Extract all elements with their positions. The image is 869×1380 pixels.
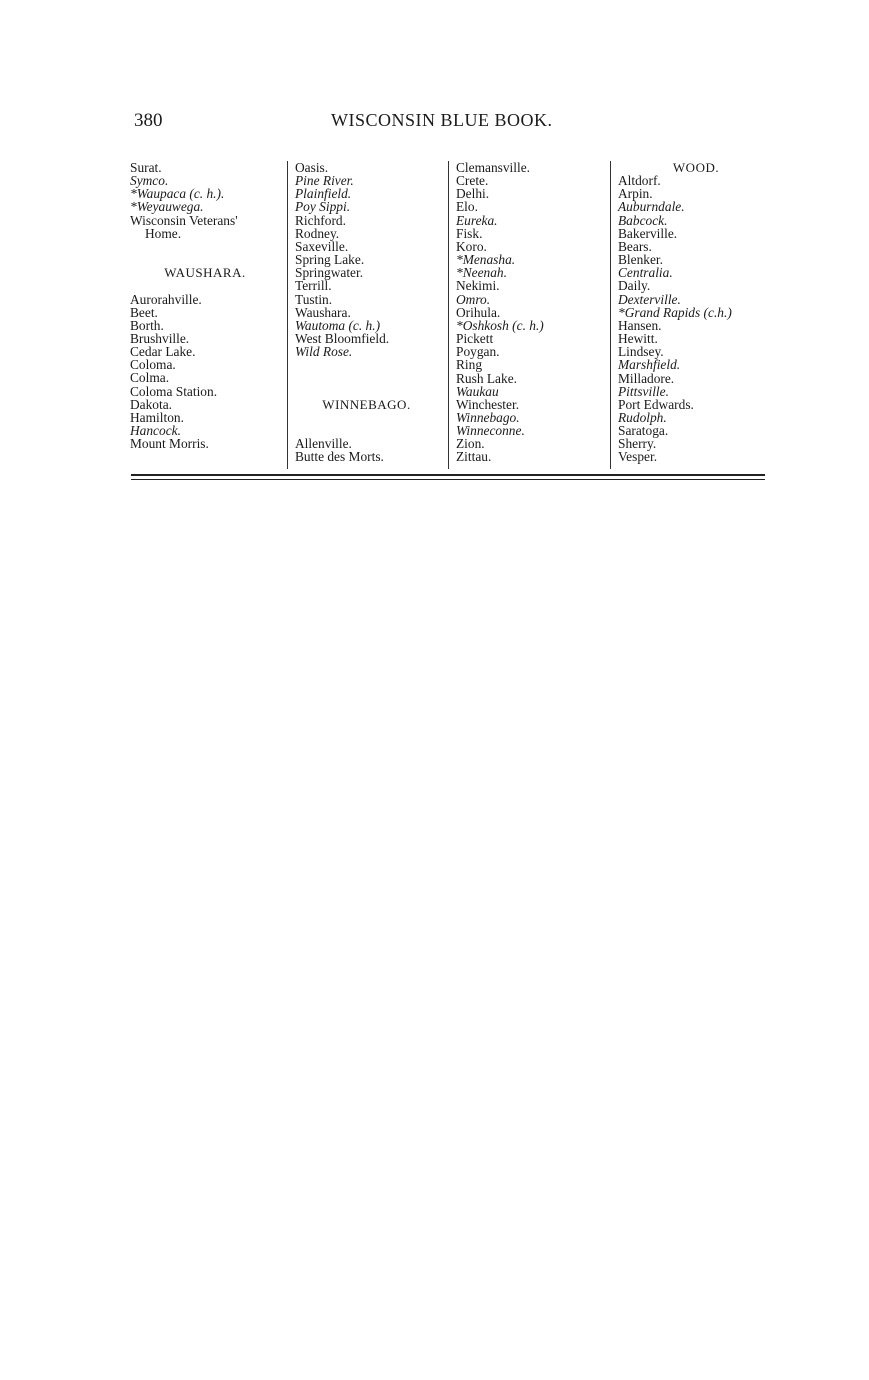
post-office-entry: Plainfield. — [295, 186, 352, 202]
post-office-entry: Arpin. — [618, 186, 653, 202]
post-office-entry: Fisk. — [456, 225, 483, 241]
post-office-entry: Springwater. — [295, 265, 364, 281]
post-office-entry: Wild Rose. — [295, 344, 353, 360]
post-office-entry: Orihula. — [456, 304, 501, 320]
blank-line — [130, 279, 280, 292]
post-office-entry: Babcock. — [618, 212, 668, 228]
post-office-entry: Pickett — [456, 331, 494, 347]
post-office-entry: Aurorahville. — [130, 291, 202, 307]
post-office-entry: Clemansville. — [456, 160, 531, 175]
post-office-entry: Ring — [456, 357, 483, 373]
post-office-entry: Wisconsin Veterans' — [130, 212, 238, 228]
post-office-entry: Bears. — [618, 238, 652, 254]
post-office-entry: Hansen. — [618, 317, 662, 333]
column-2 — [287, 161, 450, 469]
post-office-entry: Rodney. — [295, 225, 340, 241]
post-office-entry: Coloma Station. — [130, 383, 218, 399]
post-office-entry: Symco. — [130, 173, 169, 189]
post-office-entry: Port Edwards. — [618, 396, 694, 412]
post-office-entry: Cedar Lake. — [130, 344, 196, 360]
bottom-rule-thick — [131, 474, 765, 476]
post-office-entry: Pittsville. — [618, 383, 669, 399]
post-office-entry: Eureka. — [456, 212, 498, 228]
post-office-entry: Winchester. — [456, 396, 520, 412]
post-office-entry: Blenker. — [618, 252, 663, 268]
post-office-entry: Saxeville. — [295, 238, 349, 254]
post-office-entry: Koro. — [456, 238, 487, 254]
post-office-entry: *Grand Rapids (c.h.) — [618, 304, 732, 320]
column-3 — [448, 161, 611, 469]
post-office-entry: Beet. — [130, 304, 158, 320]
post-office-entry: *Neenah. — [456, 265, 507, 281]
blank-line — [130, 240, 280, 253]
post-office-entry: Altdorf. — [618, 173, 661, 189]
post-office-entry: Poy Sippi. — [295, 199, 351, 215]
post-office-list — [130, 161, 766, 471]
post-office-entry: Hamilton. — [130, 409, 184, 425]
post-office-entry: Hancock. — [130, 423, 181, 439]
post-office-entry: Waushara. — [295, 304, 351, 320]
post-office-entry: Bakerville. — [618, 225, 678, 241]
post-office-entry: Sherry. — [618, 436, 657, 452]
post-office-entry: Borth. — [130, 317, 164, 333]
post-office-entry: Dakota. — [130, 396, 173, 412]
post-office-entry: Delhi. — [456, 186, 490, 202]
post-office-entry: Surat. — [130, 160, 162, 175]
post-office-entry: Hewitt. — [618, 331, 658, 347]
post-office-entry: Daily. — [618, 278, 651, 294]
post-office-entry: Pine River. — [295, 173, 354, 189]
post-office-entry: Auburndale. — [618, 199, 685, 215]
post-office-entry: West Bloomfield. — [295, 331, 390, 347]
post-office-entry: *Weyauwega. — [130, 199, 204, 215]
running-head: WISCONSIN BLUE BOOK. — [331, 110, 553, 130]
post-office-entry: Butte des Morts. — [295, 449, 384, 465]
blank-line — [295, 385, 450, 398]
post-office-entry: Winneconne. — [456, 423, 525, 439]
county-heading: WINNEBAGO. — [322, 396, 411, 412]
post-office-entry: Brushville. — [130, 330, 190, 346]
post-office-entry: Centralia. — [618, 265, 673, 281]
post-office-entry: Allenville. — [295, 436, 352, 452]
post-office-entry: Dexterville. — [618, 291, 681, 307]
post-office-entry: Tustin. — [295, 291, 333, 307]
post-office-entry: Saratoga. — [618, 423, 669, 439]
post-office-entry: Spring Lake. — [295, 252, 365, 268]
post-office-entry: Zion. — [456, 436, 485, 452]
post-office-entry: Waukau — [456, 383, 499, 399]
post-office-entry: Colma. — [130, 370, 170, 386]
post-office-entry: Wautoma (c. h.) — [295, 317, 381, 333]
column-4 — [610, 161, 774, 469]
blank-line — [295, 358, 450, 371]
post-office-entry: Coloma. — [130, 357, 176, 373]
page-number: 380 — [134, 110, 163, 131]
post-office-entry: Vesper. — [618, 449, 658, 465]
bottom-rule-thin — [131, 479, 765, 480]
post-office-entry: Winnebago. — [456, 409, 520, 425]
post-office-entry: *Waupaca (c. h.). — [130, 186, 225, 202]
blank-line — [295, 371, 450, 384]
post-office-entry: *Oshkosh (c. h.) — [456, 317, 544, 333]
post-office-entry: Lindsey. — [618, 344, 664, 360]
post-office-entry: Rudolph. — [618, 409, 667, 425]
post-office-entry: Elo. — [456, 199, 478, 215]
post-office-entry: Marshfield. — [618, 357, 681, 373]
post-office-entry: Mount Morris. — [130, 436, 209, 452]
post-office-entry: Home. — [145, 225, 182, 241]
county-heading: WAUSHARA. — [164, 265, 246, 281]
post-office-entry: Terrill. — [295, 278, 332, 294]
post-office-entry: Zittau. — [456, 449, 492, 465]
post-office-entry: Omro. — [456, 291, 491, 307]
post-office-entry: Nekimi. — [456, 278, 500, 294]
post-office-entry: *Menasha. — [456, 252, 516, 268]
blank-line — [295, 411, 450, 424]
post-office-entry: Milladore. — [618, 370, 675, 386]
column-1 — [130, 161, 280, 469]
post-office-entry: Poygan. — [456, 344, 500, 360]
post-office-entry: Oasis. — [295, 160, 329, 175]
post-office-entry: Rush Lake. — [456, 370, 517, 386]
county-heading: WOOD. — [672, 160, 720, 175]
post-office-entry: Richford. — [295, 212, 346, 228]
post-office-entry: Crete. — [456, 173, 489, 189]
